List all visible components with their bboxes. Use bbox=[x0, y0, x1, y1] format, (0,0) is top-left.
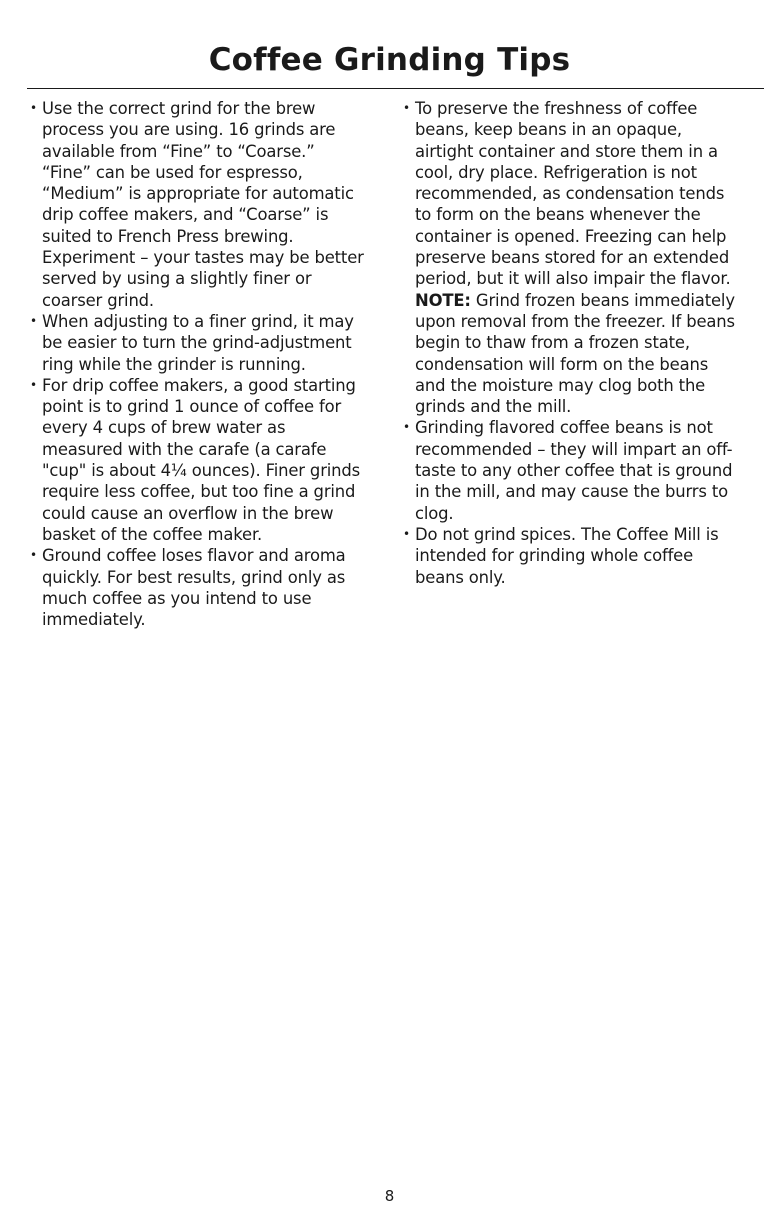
tip-item bbox=[403, 524, 743, 588]
note-block bbox=[403, 290, 743, 418]
tips-right-column bbox=[403, 98, 743, 588]
tip-item bbox=[30, 311, 368, 375]
note-text: Grind frozen beans immediately upon removal from the freezer. If beans begin to thaw from a frozen state, condensation will form on the beans and the moisture may clog both the grinds and the mill. bbox=[415, 290, 735, 417]
bullet-icon: • bbox=[30, 377, 37, 392]
tips-left-column bbox=[30, 98, 368, 630]
tip-item bbox=[403, 417, 743, 523]
bullet-icon: • bbox=[30, 101, 37, 115]
title-divider bbox=[27, 88, 764, 89]
tip-item bbox=[30, 375, 368, 545]
note-label: NOTE: bbox=[415, 290, 471, 310]
bullet-icon: • bbox=[403, 526, 410, 541]
bullet-icon: • bbox=[403, 420, 410, 435]
page-number: 8 bbox=[384, 1187, 395, 1205]
bullet-icon: • bbox=[30, 548, 37, 563]
page-title: Coffee Grinding Tips bbox=[208, 42, 571, 78]
tip-text: When adjusting to a finer grind, it may be easier to turn the grind-adjustment ring while the grinder is running. bbox=[42, 311, 354, 374]
tip-text: Do not grind spices. The Coffee Mill is intended for grinding whole coffee beans only. bbox=[415, 524, 719, 587]
tip-item bbox=[30, 98, 368, 311]
tip-text: For drip coffee makers, a good starting point is to grind 1 ounce of coffee for every 4 cups of brew water as measured with the carafe (a carafe "cup" is about 4¼ ounces). Finer grinds require less coffee, but too fine a grind could cause an overflow in the brew basket of the coffee maker. bbox=[42, 375, 361, 544]
bullet-icon: • bbox=[30, 313, 37, 328]
tip-item bbox=[403, 98, 743, 290]
tip-item bbox=[30, 545, 368, 630]
bullet-icon: • bbox=[403, 101, 410, 115]
tip-text: Grinding flavored coffee beans is not recommended – they will impart an off-taste to any other coffee that is ground in the mill, and may cause the burrs to clog. bbox=[415, 418, 733, 523]
tip-text: Ground coffee loses flavor and aroma quickly. For best results, grind only as much coffee as you intend to use immediately. bbox=[42, 546, 346, 630]
tip-text: To preserve the freshness of coffee beans, keep beans in an opaque, airtight container and store them in a cool, dry place. Refrigeration is not recommended, as condensation tends to form on the beans whenever the container is opened. Freezing can help preserve beans stored for an extended period, but it will also impair the flavor. bbox=[415, 99, 731, 289]
tip-text: Use the correct grind for the brew process you are using. 16 grinds are available from “Fine” to “Coarse.” “Fine” can be used for espresso, “Medium” is appropriate for automatic drip coffee makers, and “Coarse” is suited to French Press brewing. Experiment – your tastes may be better served by using a slightly finer or coarser grind. bbox=[42, 99, 364, 310]
